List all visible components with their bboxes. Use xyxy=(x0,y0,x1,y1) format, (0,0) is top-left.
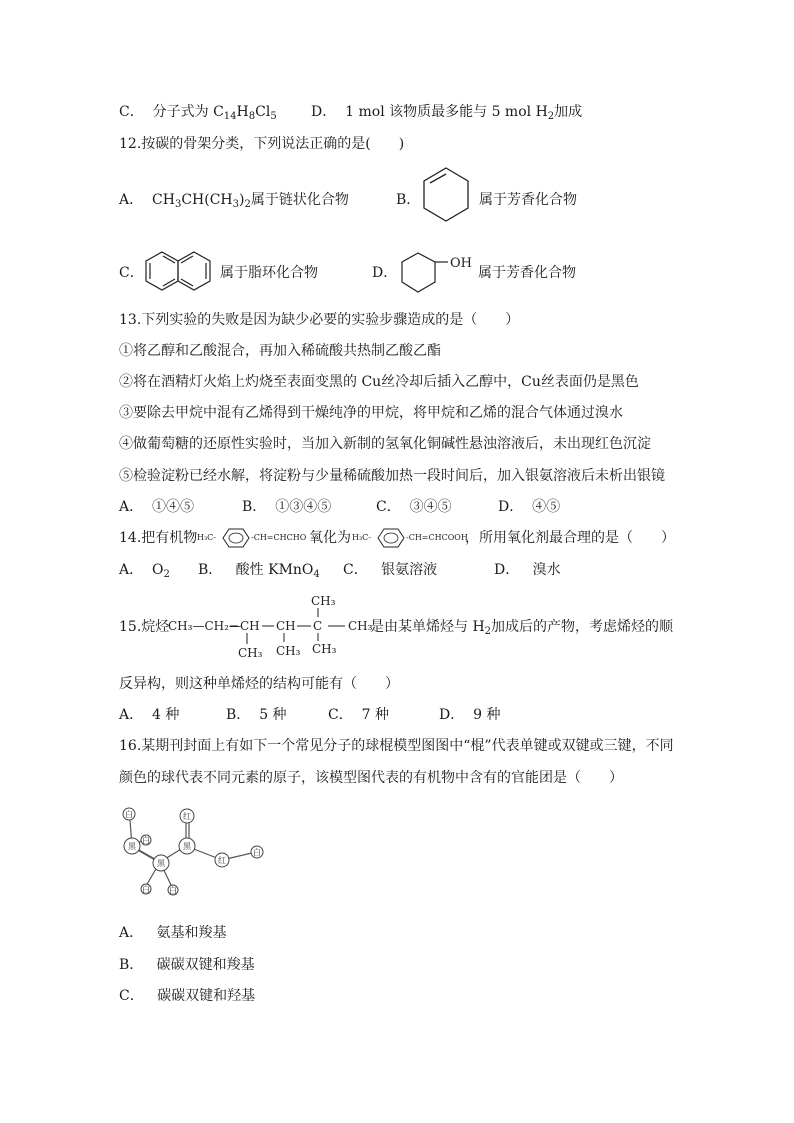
q14-option-c: C． 银氨溶液 xyxy=(343,562,438,578)
q16-option-c: C． 碳碳双键和羟基 xyxy=(119,988,256,1004)
q13-item-2: ②将在酒精灯火焰上灼烧至表面变黑的 Cu丝冷却后插入乙醇中，Cu丝表面仍是黑色 xyxy=(119,374,639,390)
svg-text:-CH=CHCOOH: -CH=CHCOOH xyxy=(406,533,468,542)
q14-stem-mid: 氧化为 xyxy=(309,530,351,546)
oh-label: OH xyxy=(450,256,472,271)
q11-option-d: D． 1 mol 该物质最多能与 5 mol $H_2$加成 xyxy=(311,104,583,122)
svg-text:CH: CH xyxy=(240,619,260,633)
ball-label-h3: 白 xyxy=(142,885,150,894)
ball-label-o1: 红 xyxy=(183,812,191,821)
svg-text:CH: CH xyxy=(276,619,296,633)
ball-label-c2: 黑 xyxy=(157,859,165,868)
ball-label-c1: 黑 xyxy=(128,842,136,851)
q15-option-a: A． 4 种 xyxy=(119,707,180,723)
q15-option-d: D． 9 种 xyxy=(439,707,501,723)
ball-label-h1: 白 xyxy=(125,810,133,819)
q14-option-b: B． 酸性 KMnO$_4$ xyxy=(198,562,320,580)
svg-text:CH₃: CH₃ xyxy=(276,644,301,658)
q13-option-b: B． ①③④⑤ xyxy=(242,499,332,515)
q13-stem: 13.下列实验的失败是因为缺少必要的实验步骤造成的是（ ） xyxy=(119,312,520,328)
q15-option-c: C． 7 种 xyxy=(328,707,389,723)
q11-option-c: C． 分子式为 $C_{14}H_8Cl_5$ xyxy=(119,104,277,122)
ball-and-stick-model xyxy=(116,800,272,908)
ball-label-c3: 黑 xyxy=(183,842,191,851)
svg-text:CH₃: CH₃ xyxy=(238,646,263,660)
q14-option-d: D． 溴水 xyxy=(494,562,561,578)
cyclohexene-structure xyxy=(418,164,474,228)
q12-option-b-text: 属于芳香化合物 xyxy=(479,192,577,208)
q15-alkane-structure xyxy=(166,592,378,662)
ball-label-h2: 白 xyxy=(142,836,150,845)
q12-option-d-text: 属于芳香化合物 xyxy=(478,265,576,281)
ball-label-o2: 红 xyxy=(218,856,226,865)
q15-stem-line2: 反异构，则这种单烯烃的结构可能有（ ） xyxy=(119,676,399,692)
q13-item-3: ③要除去甲烷中混有乙烯得到干燥纯净的甲烷，将甲烷和乙烯的混合气体通过溴水 xyxy=(119,405,623,421)
q12-option-c-text: 属于脂环化合物 xyxy=(220,265,318,281)
q16-option-b: B． 碳碳双键和羧基 xyxy=(119,957,255,973)
q16-option-a: A． 氨基和羧基 xyxy=(119,925,227,941)
q13-option-a: A． ①④⑤ xyxy=(119,499,195,515)
q14-option-a: A． $O_2$ xyxy=(119,562,170,580)
q12-option-c-label: C． xyxy=(119,265,144,281)
q13-item-4: ④做葡萄糖的还原性实验时，当加入新制的氢氧化铜碱性悬浊溶液后，未出现红色沉淀 xyxy=(119,436,651,452)
svg-text:CH₃: CH₃ xyxy=(312,642,337,656)
q15-option-b: B． 5 种 xyxy=(226,707,287,723)
q12-option-d-label: D． xyxy=(372,265,398,281)
svg-text:CH₃: CH₃ xyxy=(348,619,373,633)
q14-stem-pre: 14.把有机物 xyxy=(119,530,198,546)
svg-text:-CH=CHCHO: -CH=CHCHO xyxy=(251,533,307,542)
svg-text:H₃C-: H₃C- xyxy=(197,533,217,542)
q15-stem-mid: 是由某单烯烃与 $H_2$加成后的产物，考虑烯烃的顺 xyxy=(370,619,674,637)
svg-text:CH₃: CH₃ xyxy=(311,594,336,608)
q16-stem-line1: 16.某期刊封面上有如下一个常见分子的球棍模型图图中“棍”代表单键或双键或三键，不同 xyxy=(119,738,674,754)
q14-stem-post: ，所用氧化剂最合理的是（ ） xyxy=(465,530,675,546)
q13-item-1: ①将乙醇和乙酸混合，再加入稀硫酸共热制乙酸乙酯 xyxy=(119,343,441,359)
q12-stem: 12.按碳的骨架分类，下列说法正确的是( ) xyxy=(119,136,405,152)
cyclohexanol-structure xyxy=(400,250,478,298)
ball-label-h4: 白 xyxy=(169,886,177,895)
svg-text:C: C xyxy=(313,619,323,633)
ball-label-h5: 白 xyxy=(253,848,261,857)
q13-option-d: D． ④⑤ xyxy=(498,499,561,515)
q16-stem-line2: 颜色的球代表不同元素的原子，该模型图代表的有机物中含有的官能团是（ ） xyxy=(119,770,623,786)
q12-option-a: A． $CH_3CH(CH_3)_2$属于链状化合物 xyxy=(119,192,349,210)
q12-option-b-label: B． xyxy=(396,192,421,208)
svg-text:H₃C-: H₃C- xyxy=(352,533,372,542)
q15-stem-pre: 15.烷烃 xyxy=(119,619,170,635)
q13-option-c: C． ③④⑤ xyxy=(376,499,452,515)
q13-item-5: ⑤检验淀粉已经水解，将淀粉与少量稀硫酸加热一段时间后，加入银氨溶液后未析出银镜 xyxy=(119,468,665,484)
naphthalene-structure xyxy=(144,249,216,297)
svg-text:CH₃—CH₂—: CH₃—CH₂— xyxy=(168,619,241,633)
